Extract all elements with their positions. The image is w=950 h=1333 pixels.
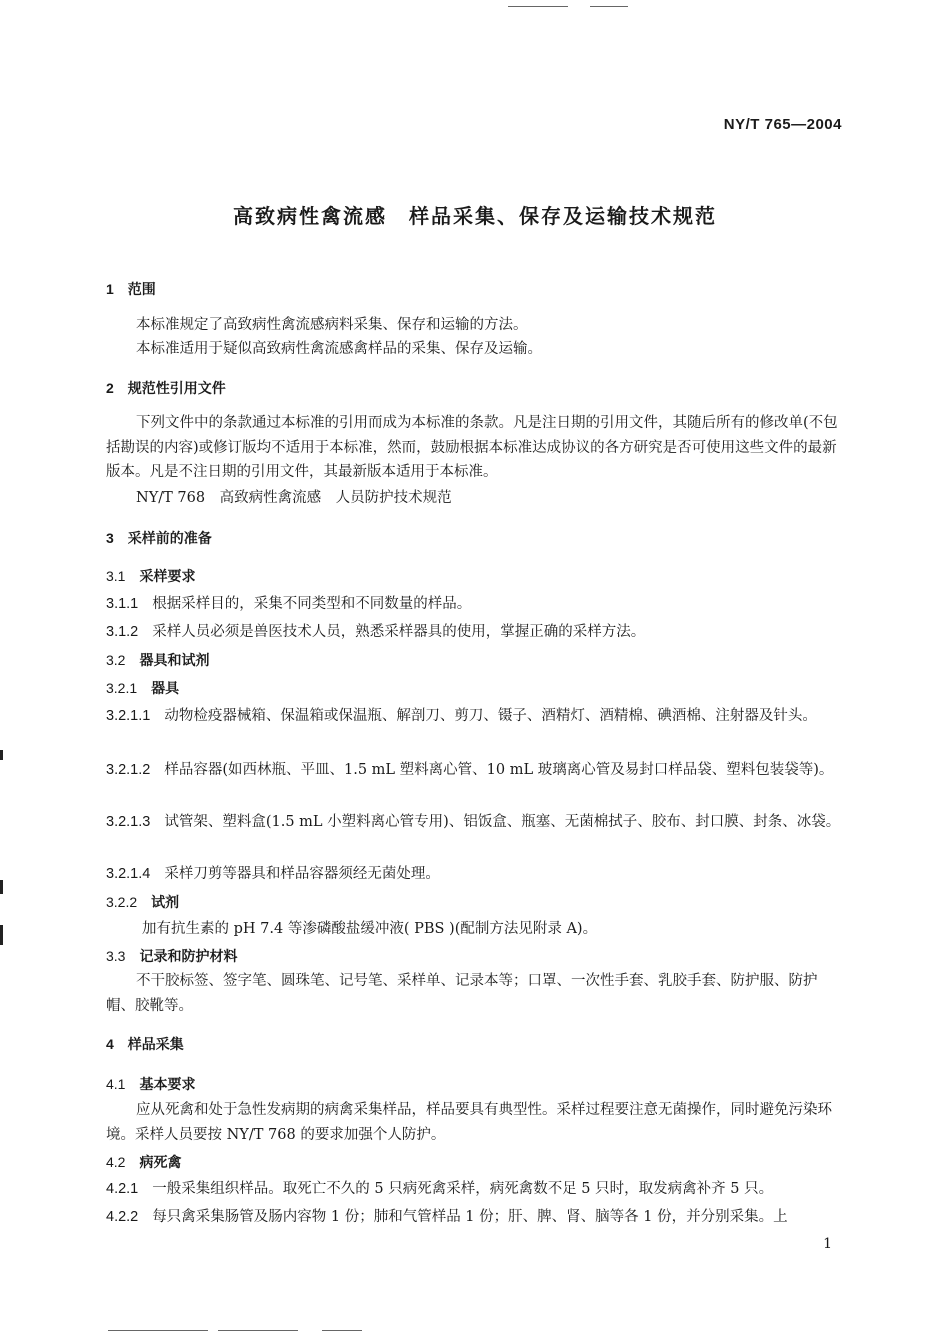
normative-reference: NY/T 768 高致病性禽流感 人员防护技术规范: [136, 490, 452, 506]
section-3-2-heading: 3.2 器具和试剂: [106, 652, 210, 669]
clause-3-2-1-3: 3.2.1.3 试管架、塑料盒(1.5 mL 小塑料离心管专用)、铝饭盒、瓶塞、无菌棉拭子、胶布、封口膜、封条、冰袋。: [106, 814, 841, 830]
section-2-heading: 2 规范性引用文件: [106, 380, 226, 397]
scan-rule-top: [508, 6, 568, 7]
section-3-2-2-heading: 3.2.2 试剂: [106, 894, 180, 911]
section-4-1-heading: 4.1 基本要求: [106, 1076, 196, 1093]
scan-rule-bottom: [108, 1330, 208, 1331]
records-protection-text: 不干胶标签、签字笔、圆珠笔、记号笔、采样单、记录本等；口罩、一次性手套、乳胶手套、防护服、防护帽、胶靴等。: [106, 973, 818, 1014]
scan-margin-mark: [0, 925, 3, 945]
standard-number: NY/T 765—2004: [723, 116, 842, 133]
scan-rule-bottom-2: [218, 1330, 298, 1331]
scan-rule-top-2: [590, 6, 628, 7]
scan-margin-mark: [0, 880, 3, 894]
section-3-1-heading: 3.1 采样要求: [106, 568, 196, 585]
section-1-paragraph-1: 本标准规定了高致病性禽流感病料采集、保存和运输的方法。: [136, 317, 528, 333]
scan-rule-bottom-3: [322, 1330, 362, 1331]
reagent-description: 加有抗生素的 pH 7.4 等渗磷酸盐缓冲液( PBS )(配制方法见附录 A)。: [142, 921, 598, 937]
clause-3-2-1-4: 3.2.1.4 采样刀剪等器具和样品容器须经无菌处理。: [106, 866, 440, 882]
scan-margin-mark: [0, 750, 3, 760]
section-2-paragraph: 下列文件中的条款通过本标准的引用而成为本标准的条款。凡是注日期的引用文件，其随后所有的修改单(不包括勘误的内容)或修订版均不适用于本标准，然而，鼓励根据本标准达成协议的各方研究是否可使用这些文件的最新版本。凡是不注日期的引用文件，其最新版本适用于本标准。: [106, 415, 838, 480]
section-1-paragraph-2: 本标准适用于疑似高致病性禽流感禽样品的采集、保存及运输。: [136, 341, 542, 357]
clause-4-2-1: 4.2.1 一般采集组织样品。取死亡不久的 5 只病死禽采样，病死禽数不足 5 只时，取发病禽补齐 5 只。: [106, 1181, 774, 1197]
section-3-3-heading: 3.3 记录和防护材料: [106, 948, 238, 965]
section-4-2-heading: 4.2 病死禽: [106, 1154, 182, 1171]
page-number: 1: [823, 1236, 832, 1252]
clause-3-2-1-2: 3.2.1.2 样品容器(如西林瓶、平皿、1.5 mL 塑料离心管、10 mL 玻璃离心管及易封口样品袋、塑料包装袋等)。: [106, 762, 834, 778]
basic-requirements-text: 应从死禽和处于急性发病期的病禽采集样品，样品要具有典型性。采样过程要注意无菌操作，同时避免污染环境。采样人员要按 NY/T 768 的要求加强个人防护。: [106, 1102, 832, 1143]
clause-4-2-2: 4.2.2 每只禽采集肠管及肠内容物 1 份；肺和气管样品 1 份；肝、脾、肾、脑等各 1 份，并分别采集。上: [106, 1209, 788, 1225]
clause-3-2-1-1: 3.2.1.1 动物检疫器械箱、保温箱或保温瓶、解剖刀、剪刀、镊子、酒精灯、酒精棉、碘酒棉、注射器及针头。: [106, 708, 817, 724]
section-1-heading: 1 范围: [106, 281, 156, 298]
clause-3-1-2: 3.1.2 采样人员必须是兽医技术人员，熟悉采样器具的使用，掌握正确的采样方法。: [106, 624, 646, 640]
document-title: 高致病性禽流感 样品采集、保存及运输技术规范: [233, 204, 717, 228]
section-3-2-1-heading: 3.2.1 器具: [106, 680, 180, 697]
section-4-heading: 4 样品采集: [106, 1036, 184, 1053]
section-3-heading: 3 采样前的准备: [106, 530, 212, 547]
clause-3-1-1: 3.1.1 根据采样目的，采集不同类型和不同数量的样品。: [106, 596, 472, 612]
